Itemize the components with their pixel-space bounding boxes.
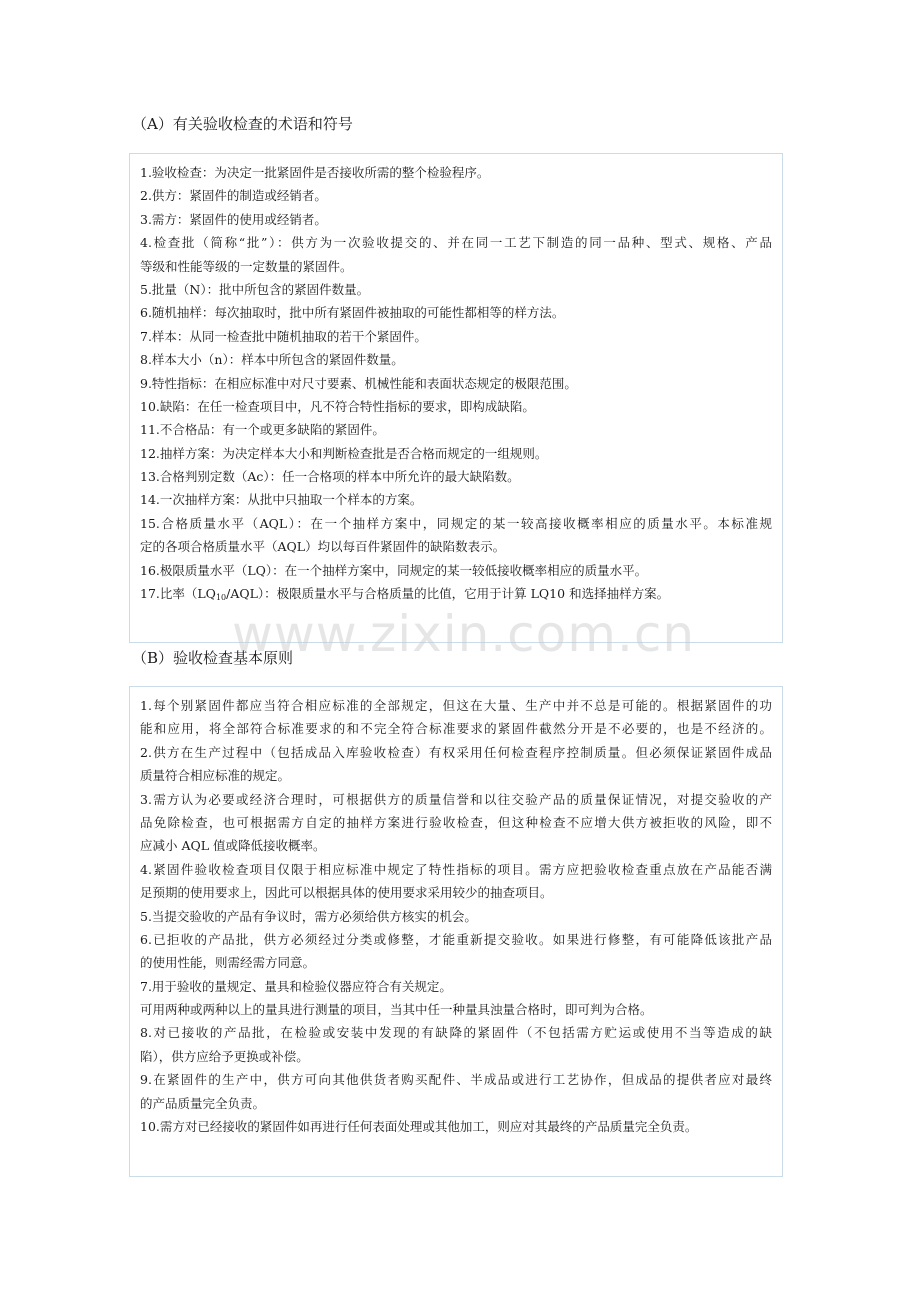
term-line: 6.随机抽样：每次抽取时，批中所有紧固件被抽取的可能性都相等的样方法。 [140, 305, 565, 321]
principle-line: 1.每个别紧固件都应当符合相应标准的全部规定，但这在大量、生产中并不总是可能的。根据紧固件的功 [140, 698, 772, 713]
principle-line: 品免除检查，也可根据需方自定的抽样方案进行验收检查，但这种检查不应增大供方被拒收的风险，即不 [140, 814, 772, 830]
principle-line: 9.在紧固件的生产中，供方可向其他供货者购买配件、半成品或进行工艺协作，但成品的提供者应对最终 [140, 1072, 772, 1088]
term-line: 12.抽样方案：为决定样本大小和判断检查批是否合格而规定的一组规则。 [140, 445, 548, 461]
term-line-17 [140, 582, 772, 605]
term-line: 等级和性能等级的一定数量的紧固件。 [140, 258, 353, 274]
term-line: 15.合格质量水平（AQL）：在一个抽样方案中，同规定的某一较高接收概率相应的质量水平。本标准规 [140, 515, 772, 531]
section-a-title: （A）有关验收检查的术语和符号 [132, 115, 353, 133]
principle-line: 质量符合相应标准的规定。 [140, 768, 291, 784]
ratio-suffix: /AQL）：极限质量水平与合格质量的比值，它用于计算 LQ10 和选择抽样方案。 [226, 586, 670, 602]
principle-line: 的使用性能，则需经需方同意。 [140, 955, 316, 971]
principle-line: 10.需方对已经接收的紧固件如再进行任何表面处理或其他加工，则应对其最终的产品质量完全负责。 [140, 1119, 698, 1135]
term-line: 14.一次抽样方案：从批中只抽取一个样本的方案。 [140, 492, 423, 508]
section-a-box [129, 153, 783, 643]
watermark: www.zixin.com.cn [232, 605, 696, 663]
term-line: 1.验收检查：为决定一批紧固件是否接收所需的整个检验程序。 [140, 165, 490, 180]
term-line: 4.检查批（简称“批”）：供方为一次验收提交的、并在同一工艺下制造的同一品种、型式、规格、产品 [140, 235, 772, 251]
term-line: 8.样本大小（n）：样本中所包含的紧固件数量。 [140, 352, 404, 368]
term-line: 11.不合格品：有一个或更多缺陷的紧固件。 [140, 422, 385, 438]
principle-line: 4.紧固件验收检查项目仅限于相应标准中规定了特性指标的项目。需方应把验收检查重点放在产品能否满 [140, 861, 772, 877]
principle-line: 2.供方在生产过程中（包括成品入库验收检查）有权采用任何检查程序控制质量。但必须保证紧固件成品 [140, 744, 772, 760]
ratio-subscript: 10 [215, 593, 227, 603]
principle-line: 可用两种或两种以上的量具进行测量的项目，当其中任一种量具浊量合格时，即可判为合格。 [140, 1002, 653, 1018]
principle-line: 3.需方认为必要或经济合理时，可根据供方的质量信誉和以往交验产品的质量保证情况，对提交验收的产 [140, 791, 772, 807]
section-b-box [129, 686, 783, 1177]
term-line: 16.极限质量水平（LQ）：在一个抽样方案中，同规定的某一较低接收概率相应的质量水平。 [140, 562, 648, 578]
principle-line: 应减小 AQL 值或降低接收概率。 [140, 838, 326, 854]
principle-line: 的产品质量完全负责。 [140, 1095, 266, 1111]
term-line: 10.缺陷：在任一检查项目中，凡不符合特性指标的要求，即构成缺陷。 [140, 398, 535, 414]
principle-line: 陷），供方应给予更换或补偿。 [140, 1048, 309, 1064]
term-line: 13.合格判别定数（Ac）：任一合格项的样本中所允许的最大缺陷数。 [140, 469, 520, 485]
principle-line: 能和应用，将全部符合标准要求的和不完全符合标准要求的紧固件截然分开是不必要的，也是不经济的。 [140, 721, 772, 737]
section-b-title: （B）验收检查基本原则 [132, 649, 294, 667]
principle-line: 6.已拒收的产品批，供方必须经过分类或修整，才能重新提交验收。如果进行修整，有可能降低该批产品 [140, 931, 772, 947]
principle-line: 足预期的使用要求上，因此可以根据具体的使用要求采用较少的抽查项目。 [140, 885, 553, 901]
term-line: 2.供方：紧固件的制造或经销者。 [140, 188, 327, 204]
ratio-prefix: 17.比率（LQ [140, 586, 216, 602]
principle-line: 8.对已接收的产品批，在检验或安装中发现的有缺降的紧固件（不包括需方贮运或使用不当等造成的缺 [140, 1025, 772, 1041]
term-line: 7.样本：从同一检查批中随机抽取的若干个紧固件。 [140, 328, 427, 344]
principle-line: 7.用于验收的量规定、量具和检验仪器应符合有关规定。 [140, 978, 452, 994]
term-line: 9.特性指标：在相应标准中对尺寸要素、机械性能和表面状态规定的极限范围。 [140, 375, 577, 391]
term-line: 定的各项合格质量水平（AQL）均以每百件紧固件的缺陷数表示。 [140, 539, 506, 555]
term-line: 5.批量（N）：批中所包含的紧固件数量。 [140, 281, 370, 297]
principle-line: 5.当提交验收的产品有争议时，需方必须给供方核实的机会。 [140, 908, 477, 924]
term-line: 3.需方：紧固件的使用或经销者。 [140, 211, 327, 227]
